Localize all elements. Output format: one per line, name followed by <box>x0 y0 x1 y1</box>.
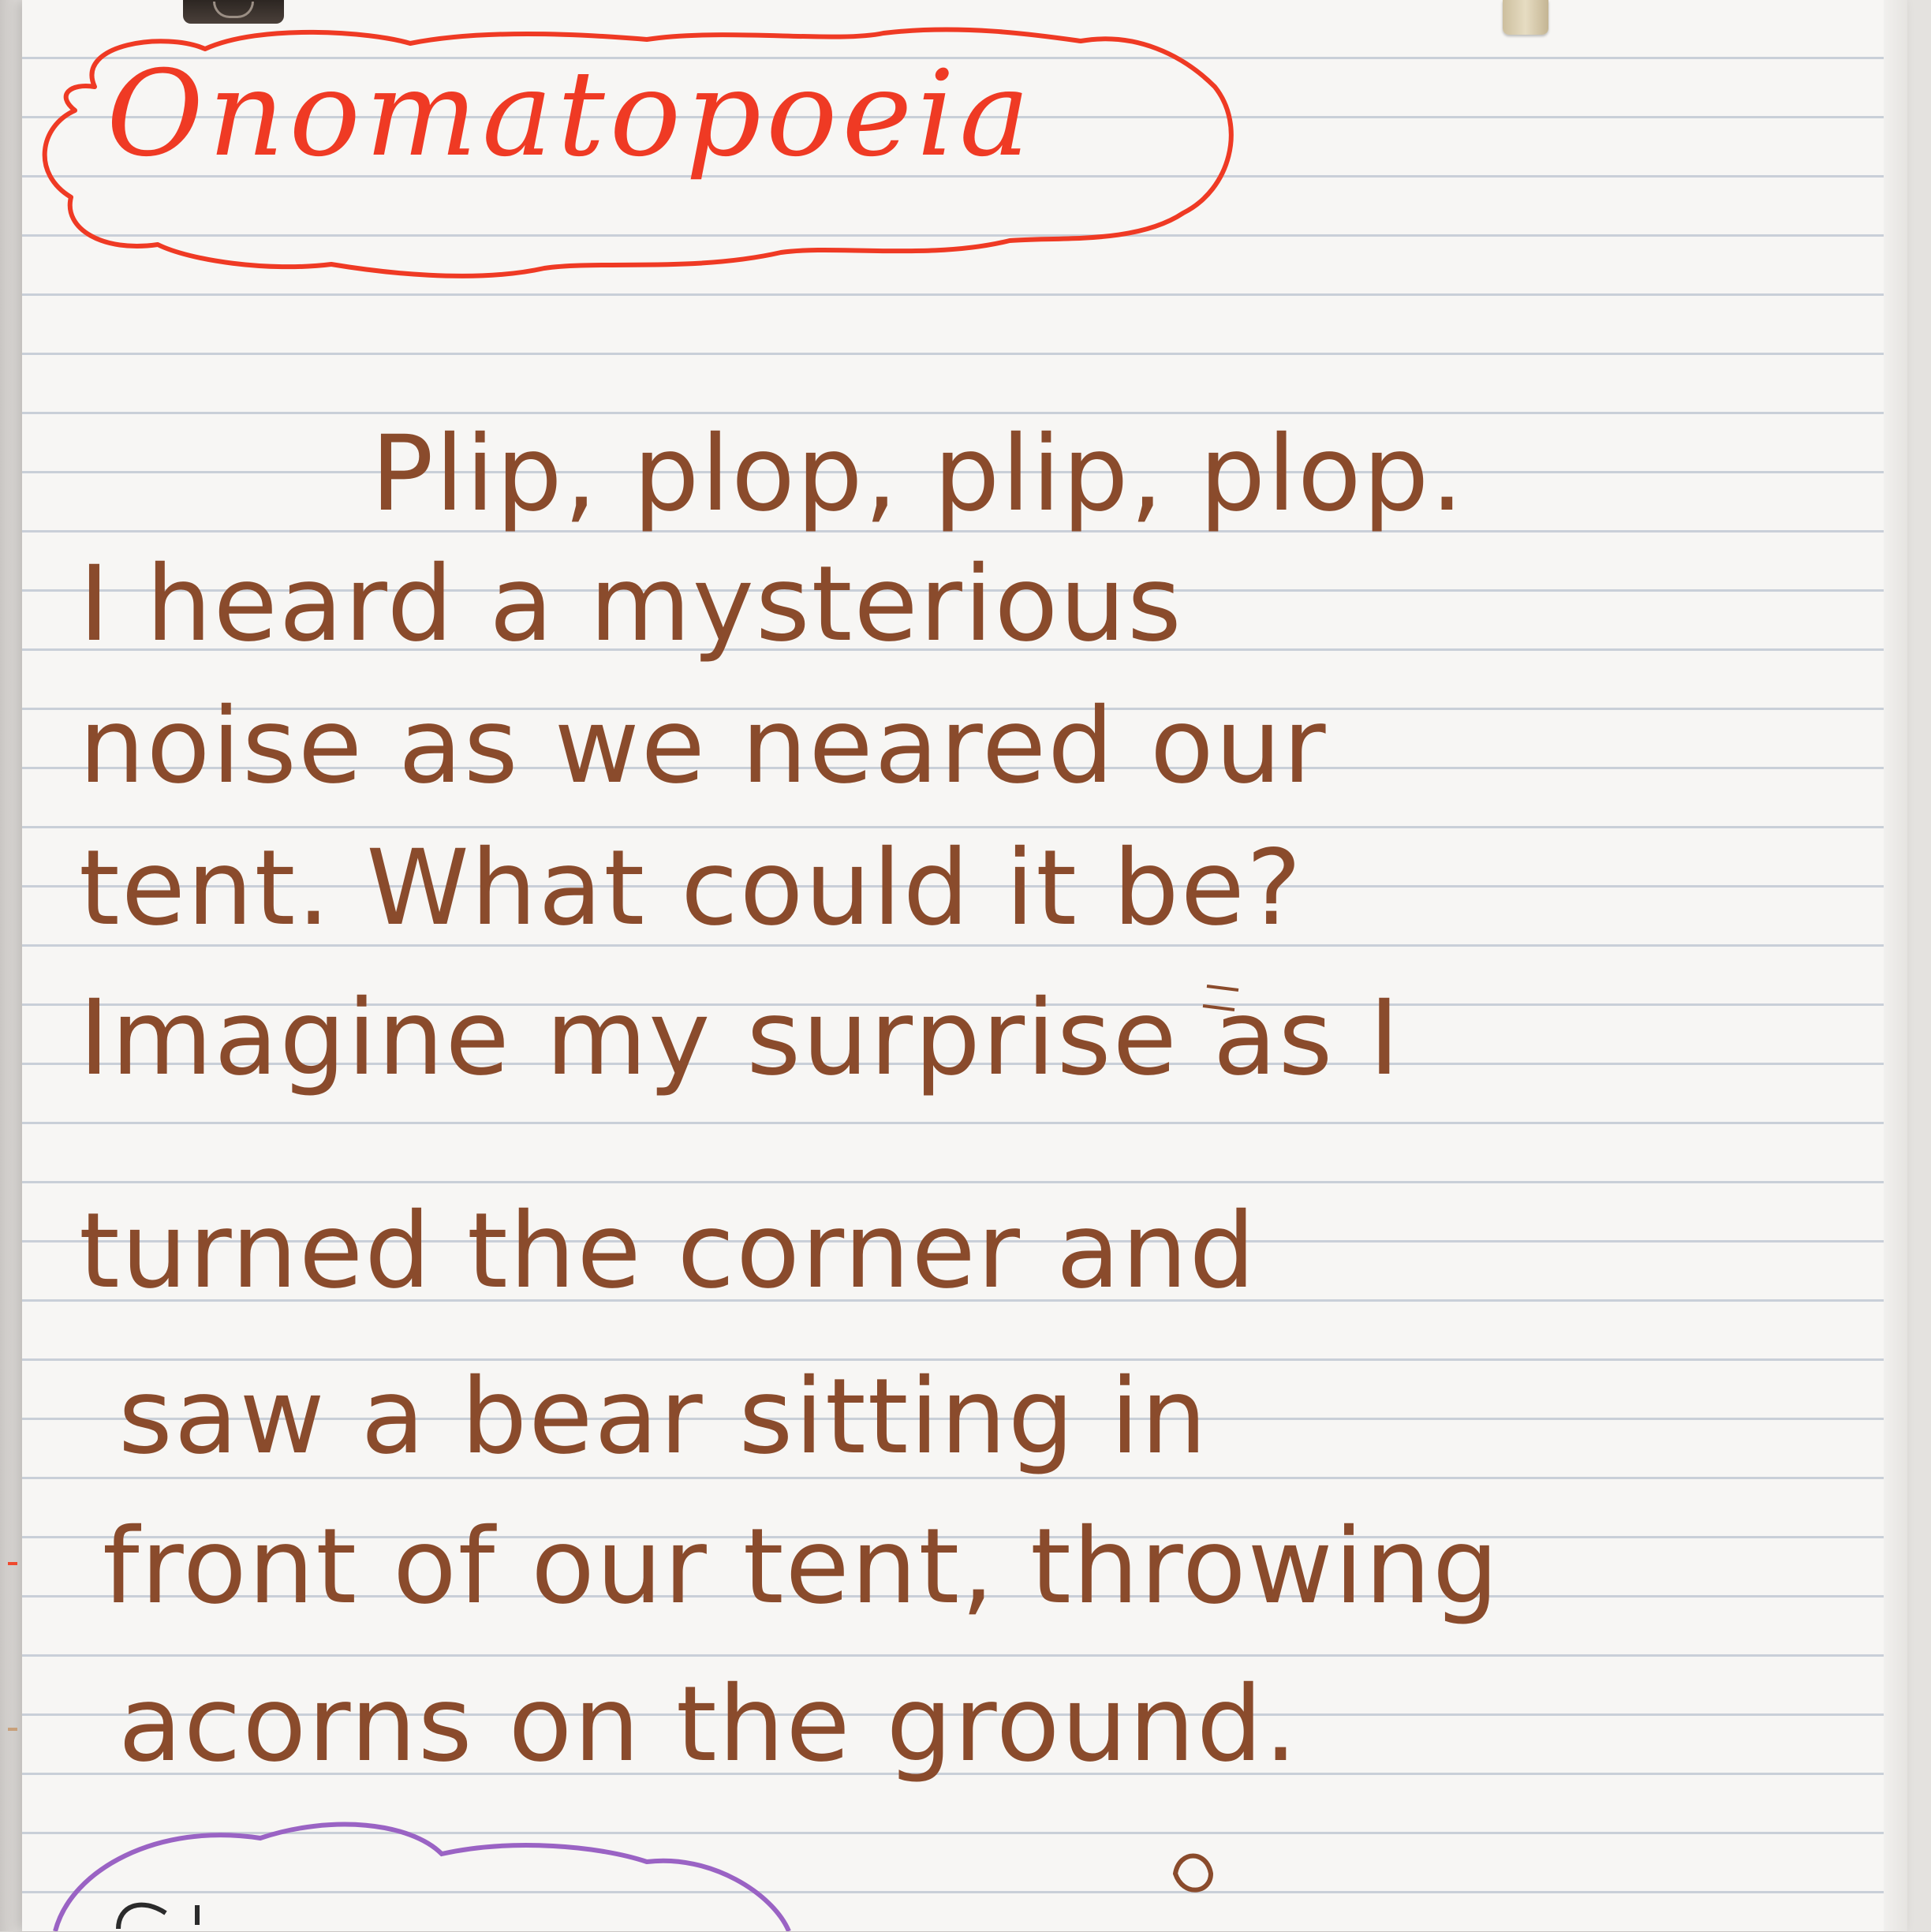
poem-line: noise as we neared our <box>79 686 1328 807</box>
chart-title: Onomatopoeia <box>106 46 1035 183</box>
poem-line: turned the corner and <box>79 1190 1257 1312</box>
poem-line: acorns on the ground. <box>118 1664 1299 1785</box>
poem-line: Imagine my surprise as I <box>79 977 1402 1099</box>
poem-line: front of our tent, throwing <box>103 1506 1500 1627</box>
poem-line: I heard a mysterious <box>79 544 1183 665</box>
letter-loop-g <box>1175 1856 1211 1890</box>
poem-line: Plip, plop, plip, plop. <box>371 413 1466 535</box>
poem-line: saw a bear sitting in <box>118 1356 1208 1478</box>
poem-line: tent. What could it be? <box>79 828 1303 949</box>
